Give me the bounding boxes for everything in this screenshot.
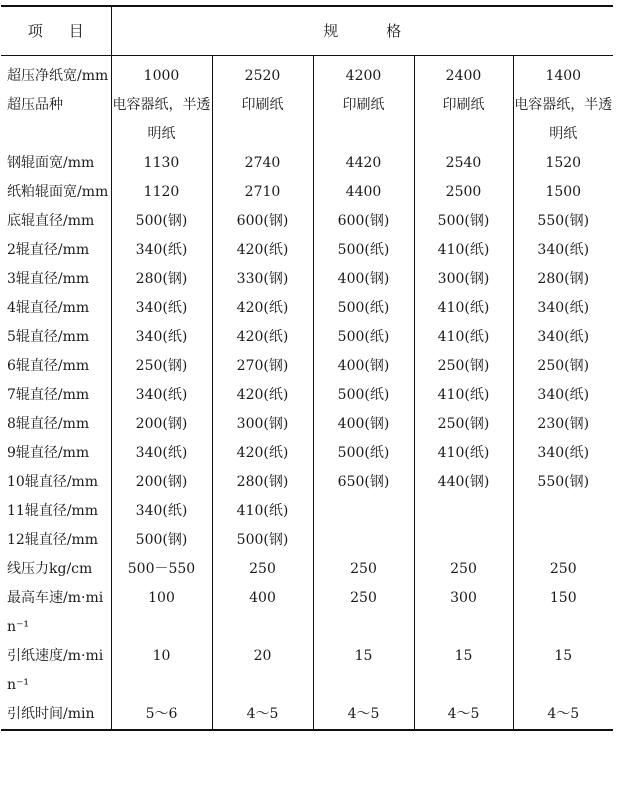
row-value: 150 xyxy=(549,590,577,606)
table-row xyxy=(1,236,613,265)
table-row xyxy=(1,352,613,381)
row-value: 2400 xyxy=(414,56,513,92)
header-spec-char-1: 规 xyxy=(323,22,339,40)
row-value: 4～5 xyxy=(313,700,414,730)
row-value: 340(纸) xyxy=(111,497,212,526)
row-value xyxy=(414,497,513,526)
row-value: 340(纸) xyxy=(537,300,590,316)
row-value: 410(纸) xyxy=(414,323,513,352)
row-value: 500(纸) xyxy=(313,236,414,265)
row-label: 引纸时间/min xyxy=(1,700,111,730)
row-label: 2辊直径/mm xyxy=(1,236,111,265)
table-row xyxy=(1,56,613,92)
row-value: 电容器纸，半透明纸 xyxy=(514,97,613,142)
row-value: 500(纸) xyxy=(313,323,414,352)
header-item xyxy=(1,6,111,56)
row-value: 4～5 xyxy=(513,700,613,730)
row-label: 7辊直径/mm xyxy=(1,381,111,410)
row-value: 420(纸) xyxy=(212,236,313,265)
row-value: 500(纸) xyxy=(313,294,414,323)
row-value: 550(钢) xyxy=(537,213,590,229)
row-value xyxy=(513,526,613,555)
table-row xyxy=(1,700,613,730)
row-value: 340(纸) xyxy=(111,323,212,352)
row-value: 4～5 xyxy=(212,700,313,730)
row-value: 340(纸) xyxy=(537,242,590,258)
row-value: 200(钢) xyxy=(111,468,212,497)
row-value: 330(钢) xyxy=(212,265,313,294)
spec-table xyxy=(1,5,613,731)
row-value xyxy=(414,526,513,555)
row-value: 400 xyxy=(212,584,313,642)
row-label: 3辊直径/mm xyxy=(1,265,111,294)
row-value: 250 xyxy=(313,584,414,642)
header-spec-char-2: 格 xyxy=(386,22,402,40)
row-value: 600(钢) xyxy=(212,207,313,236)
row-value: 230(钢) xyxy=(537,416,590,432)
row-value: 340(纸) xyxy=(111,294,212,323)
row-value: 550(钢) xyxy=(537,474,590,490)
row-value: 300(钢) xyxy=(212,410,313,439)
row-value: 340(纸) xyxy=(111,439,212,468)
row-label: 超压净纸宽/mm xyxy=(1,56,111,92)
row-value: 印刷纸 xyxy=(212,91,313,149)
table-row xyxy=(1,323,613,352)
row-value: 印刷纸 xyxy=(414,91,513,149)
row-value: 1120 xyxy=(111,178,212,207)
row-value: 电容器纸，半透明纸 xyxy=(111,91,212,149)
row-value: 2520 xyxy=(212,56,313,92)
row-label: 12辊直径/mm xyxy=(1,526,111,555)
row-label: 钢辊面宽/mm xyxy=(1,149,111,178)
table-row xyxy=(1,555,613,584)
row-label: 5辊直径/mm xyxy=(1,323,111,352)
table-row xyxy=(1,526,613,555)
row-label: 9辊直径/mm xyxy=(1,439,111,468)
row-label: 11辊直径/mm xyxy=(1,497,111,526)
row-value xyxy=(313,497,414,526)
row-value: 400(钢) xyxy=(313,410,414,439)
row-value: 500(纸) xyxy=(313,439,414,468)
row-label: 引纸速度/m·min⁻¹ xyxy=(1,642,111,700)
row-value: 500(纸) xyxy=(313,381,414,410)
row-value: 100 xyxy=(111,584,212,642)
table-row xyxy=(1,294,613,323)
row-value: 280(钢) xyxy=(111,265,212,294)
row-value: 340(纸) xyxy=(111,236,212,265)
row-value: 10 xyxy=(111,642,212,700)
row-value: 1000 xyxy=(111,56,212,92)
row-label: 8辊直径/mm xyxy=(1,410,111,439)
row-value: 2740 xyxy=(212,149,313,178)
row-value: 340(纸) xyxy=(111,381,212,410)
row-value: 340(纸) xyxy=(537,445,590,461)
row-label: 10辊直径/mm xyxy=(1,468,111,497)
row-value: 410(纸) xyxy=(414,294,513,323)
row-value: 500(钢) xyxy=(212,526,313,555)
table-row xyxy=(1,497,613,526)
row-value: 400(钢) xyxy=(313,265,414,294)
row-value: 300 xyxy=(414,584,513,642)
table-row xyxy=(1,584,613,642)
header-spec xyxy=(111,6,613,56)
row-value: 340(纸) xyxy=(537,387,590,403)
row-value: 410(纸) xyxy=(212,497,313,526)
row-value: 410(纸) xyxy=(414,236,513,265)
row-value: 500(钢) xyxy=(414,207,513,236)
row-value: 250(钢) xyxy=(111,352,212,381)
table-row xyxy=(1,265,613,294)
table-row xyxy=(1,178,613,207)
row-value: 2710 xyxy=(212,178,313,207)
row-value: 410(纸) xyxy=(414,381,513,410)
header-item-char-1: 项 xyxy=(27,22,43,40)
row-value: 1130 xyxy=(111,149,212,178)
row-value: 250 xyxy=(549,561,577,577)
row-value: 15 xyxy=(554,648,573,664)
row-value xyxy=(513,497,613,526)
table-row xyxy=(1,91,613,149)
row-label: 4辊直径/mm xyxy=(1,294,111,323)
row-value: 1400 xyxy=(545,68,582,84)
row-value: 1500 xyxy=(545,184,582,200)
row-value: 650(钢) xyxy=(313,468,414,497)
table-row xyxy=(1,149,613,178)
row-value: 410(纸) xyxy=(414,439,513,468)
row-value: 250(钢) xyxy=(537,358,590,374)
row-value: 270(钢) xyxy=(212,352,313,381)
row-value: 20 xyxy=(212,642,313,700)
row-value: 300(钢) xyxy=(414,265,513,294)
header-item-char-2: 目 xyxy=(68,22,84,40)
table-body xyxy=(1,56,613,731)
row-value: 15 xyxy=(414,642,513,700)
row-value: 280(钢) xyxy=(537,271,590,287)
row-value: 200(钢) xyxy=(111,410,212,439)
row-label: 底辊直径/mm xyxy=(1,207,111,236)
row-value: 5～6 xyxy=(111,700,212,730)
row-value: 250(钢) xyxy=(414,410,513,439)
row-value: 15 xyxy=(313,642,414,700)
row-value: 340(纸) xyxy=(537,329,590,345)
row-label: 超压品种 xyxy=(1,91,111,149)
table-row xyxy=(1,439,613,468)
row-value: 500(钢) xyxy=(111,526,212,555)
table-row xyxy=(1,642,613,700)
row-value: 4420 xyxy=(313,149,414,178)
row-label: 最高车速/m·min⁻¹ xyxy=(1,584,111,642)
row-value: 250 xyxy=(414,555,513,584)
row-value: 250 xyxy=(212,555,313,584)
row-value: 1520 xyxy=(545,155,582,171)
table-row xyxy=(1,381,613,410)
row-value: 4～5 xyxy=(414,700,513,730)
row-value: 420(纸) xyxy=(212,381,313,410)
header-row xyxy=(1,6,613,56)
row-value: 600(钢) xyxy=(313,207,414,236)
row-value: 2500 xyxy=(414,178,513,207)
row-value: 420(纸) xyxy=(212,323,313,352)
row-value: 印刷纸 xyxy=(313,91,414,149)
row-value: 250 xyxy=(313,555,414,584)
row-value: 4400 xyxy=(313,178,414,207)
table-row xyxy=(1,410,613,439)
row-value: 500(钢) xyxy=(111,207,212,236)
row-value: 440(钢) xyxy=(414,468,513,497)
table-row xyxy=(1,207,613,236)
row-value: 280(钢) xyxy=(212,468,313,497)
row-value: 400(钢) xyxy=(313,352,414,381)
row-value: 2540 xyxy=(414,149,513,178)
row-label: 纸粕辊面宽/mm xyxy=(1,178,111,207)
table-row xyxy=(1,468,613,497)
row-label: 线压力kg/cm xyxy=(1,555,111,584)
row-value: 4200 xyxy=(313,56,414,92)
row-value: 500－550 xyxy=(111,555,212,584)
row-value xyxy=(313,526,414,555)
row-label: 6辊直径/mm xyxy=(1,352,111,381)
row-value: 420(纸) xyxy=(212,439,313,468)
row-value: 250(钢) xyxy=(414,352,513,381)
row-value: 420(纸) xyxy=(212,294,313,323)
